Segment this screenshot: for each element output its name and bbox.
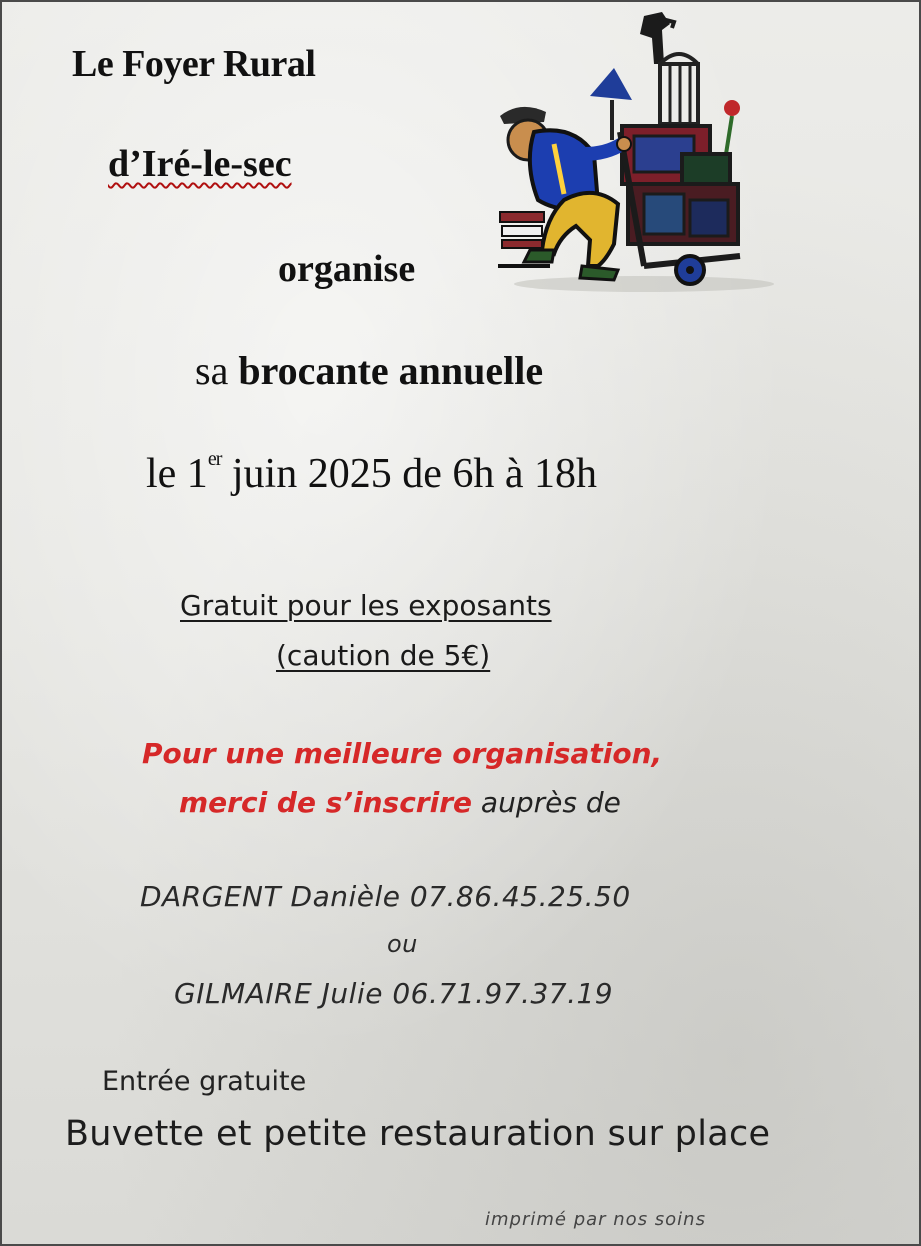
event-title-name: brocante annuelle <box>238 348 544 393</box>
deposit-text: (caution de 5€) <box>276 639 491 672</box>
organizer-name: Le Foyer Rural <box>72 43 316 85</box>
refreshments-text: Buvette et petite restauration sur place <box>65 1114 771 1154</box>
registration-note-line1: Pour une meilleure organisation, <box>142 737 663 770</box>
registration-note-rest: auprès de <box>472 786 621 819</box>
event-date-rest: juin 2025 de 6h à 18h <box>231 451 597 497</box>
organise-text: organise <box>278 248 416 290</box>
event-date-prefix: le 1 <box>146 451 208 497</box>
contact-or: ou <box>387 930 418 958</box>
event-title <box>195 347 543 394</box>
event-date <box>146 448 597 498</box>
contact-gilmaire: GILMAIRE Julie 06.71.97.37.19 <box>174 977 614 1010</box>
printed-by-text: imprimé par nos soins <box>485 1209 706 1230</box>
contact-dargent: DARGENT Danièle 07.86.45.25.50 <box>140 880 631 913</box>
brocante-cart-illustration-icon <box>494 4 776 302</box>
registration-note-line2 <box>179 786 621 819</box>
organizer-village-text: d’Iré-le-sec <box>108 143 292 185</box>
exhibitor-free-text: Gratuit pour les exposants <box>180 589 552 622</box>
event-title-prefix: sa <box>195 348 229 393</box>
event-date-superscript: er <box>207 448 222 470</box>
registration-note-red: merci de s’inscrire <box>179 786 473 819</box>
organizer-village <box>108 142 292 186</box>
free-entry-text: Entrée gratuite <box>102 1066 307 1097</box>
